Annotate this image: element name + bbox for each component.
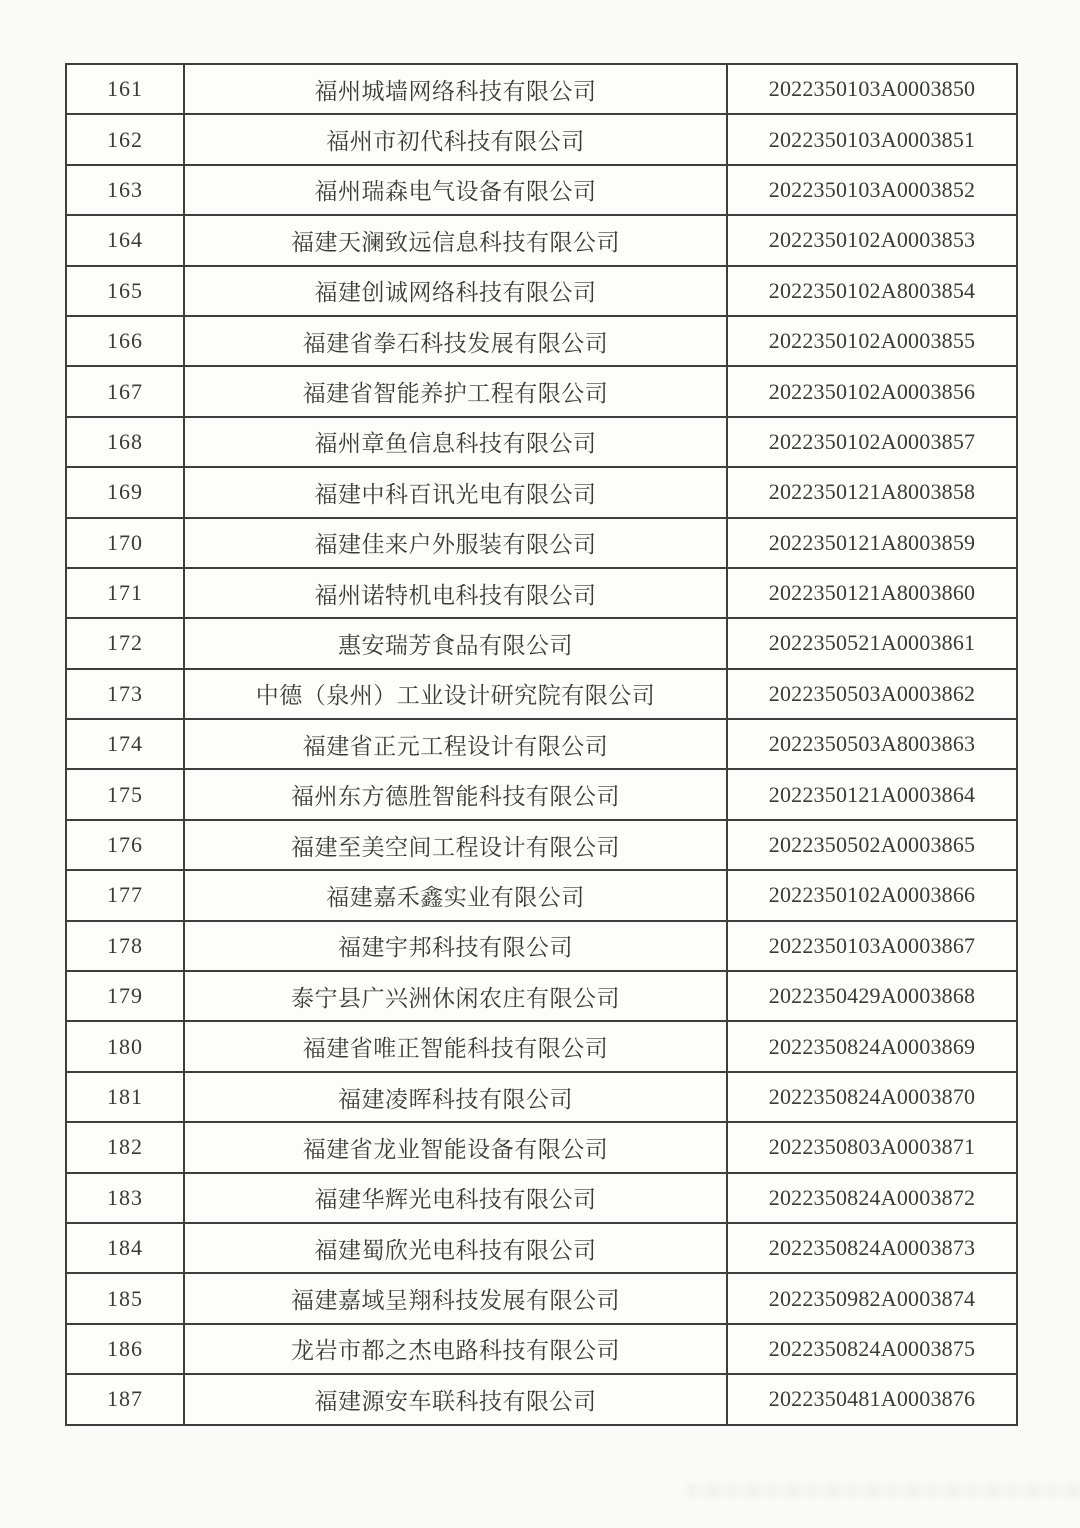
- row-index-cell: 170: [66, 518, 184, 568]
- company-registration-table: [65, 63, 1018, 1426]
- table-row: [66, 719, 1017, 769]
- table-row: [66, 568, 1017, 618]
- company-name-cell: 福建省正元工程设计有限公司: [184, 719, 727, 769]
- company-name-cell: 福建至美空间工程设计有限公司: [184, 820, 727, 870]
- row-index-cell: 173: [66, 669, 184, 719]
- table-row: [66, 769, 1017, 819]
- table-row: [66, 971, 1017, 1021]
- registration-code-cell: 2022350121A8003859: [727, 518, 1017, 568]
- registration-code-cell: 2022350503A8003863: [727, 719, 1017, 769]
- table-row: [66, 366, 1017, 416]
- table-row: [66, 266, 1017, 316]
- registration-code-cell: 2022350103A0003851: [727, 114, 1017, 164]
- company-name-cell: 福州东方德胜智能科技有限公司: [184, 769, 727, 819]
- row-index-cell: 185: [66, 1273, 184, 1323]
- row-index-cell: 184: [66, 1223, 184, 1273]
- company-name-cell: 福建创诚网络科技有限公司: [184, 266, 727, 316]
- registration-code-cell: 2022350103A0003852: [727, 165, 1017, 215]
- registration-code-cell: 2022350824A0003873: [727, 1223, 1017, 1273]
- table-row: [66, 820, 1017, 870]
- row-index-cell: 182: [66, 1122, 184, 1172]
- row-index-cell: 163: [66, 165, 184, 215]
- company-name-cell: 福建佳来户外服装有限公司: [184, 518, 727, 568]
- registration-code-cell: 2022350502A0003865: [727, 820, 1017, 870]
- company-name-cell: 福建源安车联科技有限公司: [184, 1374, 727, 1424]
- table-row: [66, 1072, 1017, 1122]
- row-index-cell: 180: [66, 1021, 184, 1071]
- table-row: [66, 417, 1017, 467]
- row-index-cell: 167: [66, 366, 184, 416]
- row-index-cell: 166: [66, 316, 184, 366]
- table-row: [66, 1273, 1017, 1323]
- table-row: [66, 165, 1017, 215]
- table-row: [66, 1374, 1017, 1424]
- table-row: [66, 215, 1017, 265]
- registration-code-cell: 2022350121A0003864: [727, 769, 1017, 819]
- registration-code-cell: 2022350824A0003875: [727, 1324, 1017, 1374]
- registration-code-cell: 2022350803A0003871: [727, 1122, 1017, 1172]
- table-body: [66, 64, 1017, 1425]
- registration-code-cell: 2022350429A0003868: [727, 971, 1017, 1021]
- row-index-cell: 176: [66, 820, 184, 870]
- company-name-cell: 中德（泉州）工业设计研究院有限公司: [184, 669, 727, 719]
- company-name-cell: 福建省龙业智能设备有限公司: [184, 1122, 727, 1172]
- table-row: [66, 1173, 1017, 1223]
- company-name-cell: 福建省智能养护工程有限公司: [184, 366, 727, 416]
- table-row: [66, 114, 1017, 164]
- registration-code-cell: 2022350824A0003869: [727, 1021, 1017, 1071]
- company-name-cell: 福州城墙网络科技有限公司: [184, 64, 727, 114]
- row-index-cell: 172: [66, 618, 184, 668]
- registration-code-cell: 2022350102A0003853: [727, 215, 1017, 265]
- row-index-cell: 187: [66, 1374, 184, 1424]
- company-name-cell: 福建凌晖科技有限公司: [184, 1072, 727, 1122]
- company-name-cell: 惠安瑞芳食品有限公司: [184, 618, 727, 668]
- registration-code-cell: 2022350503A0003862: [727, 669, 1017, 719]
- row-index-cell: 164: [66, 215, 184, 265]
- company-name-cell: 福建嘉域呈翔科技发展有限公司: [184, 1273, 727, 1323]
- table-row: [66, 1122, 1017, 1172]
- registration-code-cell: 2022350102A0003857: [727, 417, 1017, 467]
- row-index-cell: 178: [66, 921, 184, 971]
- row-index-cell: 175: [66, 769, 184, 819]
- registration-code-cell: 2022350982A0003874: [727, 1273, 1017, 1323]
- registration-code-cell: 2022350103A0003850: [727, 64, 1017, 114]
- registration-code-cell: 2022350121A8003860: [727, 568, 1017, 618]
- row-index-cell: 169: [66, 467, 184, 517]
- row-index-cell: 179: [66, 971, 184, 1021]
- row-index-cell: 186: [66, 1324, 184, 1374]
- registration-code-cell: 2022350103A0003867: [727, 921, 1017, 971]
- row-index-cell: 177: [66, 870, 184, 920]
- company-name-cell: 福州诺特机电科技有限公司: [184, 568, 727, 618]
- table-row: [66, 870, 1017, 920]
- registration-code-cell: 2022350521A0003861: [727, 618, 1017, 668]
- table-row: [66, 1223, 1017, 1273]
- registration-code-cell: 2022350481A0003876: [727, 1374, 1017, 1424]
- company-name-cell: 福建天澜致远信息科技有限公司: [184, 215, 727, 265]
- company-name-cell: 福建省唯正智能科技有限公司: [184, 1021, 727, 1071]
- row-index-cell: 183: [66, 1173, 184, 1223]
- company-name-cell: 福建省拳石科技发展有限公司: [184, 316, 727, 366]
- company-name-cell: 龙岩市都之杰电路科技有限公司: [184, 1324, 727, 1374]
- company-name-cell: 福建嘉禾鑫实业有限公司: [184, 870, 727, 920]
- table-row: [66, 618, 1017, 668]
- registration-code-cell: 2022350102A0003866: [727, 870, 1017, 920]
- company-name-cell: 福建中科百讯光电有限公司: [184, 467, 727, 517]
- row-index-cell: 162: [66, 114, 184, 164]
- registration-code-cell: 2022350824A0003872: [727, 1173, 1017, 1223]
- registration-code-cell: 2022350102A0003855: [727, 316, 1017, 366]
- row-index-cell: 171: [66, 568, 184, 618]
- registration-code-cell: 2022350102A0003856: [727, 366, 1017, 416]
- registration-code-cell: 2022350121A8003858: [727, 467, 1017, 517]
- row-index-cell: 174: [66, 719, 184, 769]
- company-name-cell: 福建华辉光电科技有限公司: [184, 1173, 727, 1223]
- table-row: [66, 921, 1017, 971]
- table-row: [66, 64, 1017, 114]
- table-row: [66, 1021, 1017, 1071]
- company-name-cell: 福建宇邦科技有限公司: [184, 921, 727, 971]
- table-row: [66, 1324, 1017, 1374]
- company-name-cell: 泰宁县广兴洲休闲农庄有限公司: [184, 971, 727, 1021]
- faint-watermark: [688, 1484, 1080, 1497]
- row-index-cell: 161: [66, 64, 184, 114]
- row-index-cell: 181: [66, 1072, 184, 1122]
- table-row: [66, 669, 1017, 719]
- company-name-cell: 福州市初代科技有限公司: [184, 114, 727, 164]
- registration-code-cell: 2022350824A0003870: [727, 1072, 1017, 1122]
- registration-code-cell: 2022350102A8003854: [727, 266, 1017, 316]
- table-row: [66, 518, 1017, 568]
- table-row: [66, 467, 1017, 517]
- company-name-cell: 福州章鱼信息科技有限公司: [184, 417, 727, 467]
- row-index-cell: 168: [66, 417, 184, 467]
- company-name-cell: 福建蜀欣光电科技有限公司: [184, 1223, 727, 1273]
- table-row: [66, 316, 1017, 366]
- row-index-cell: 165: [66, 266, 184, 316]
- company-name-cell: 福州瑞森电气设备有限公司: [184, 165, 727, 215]
